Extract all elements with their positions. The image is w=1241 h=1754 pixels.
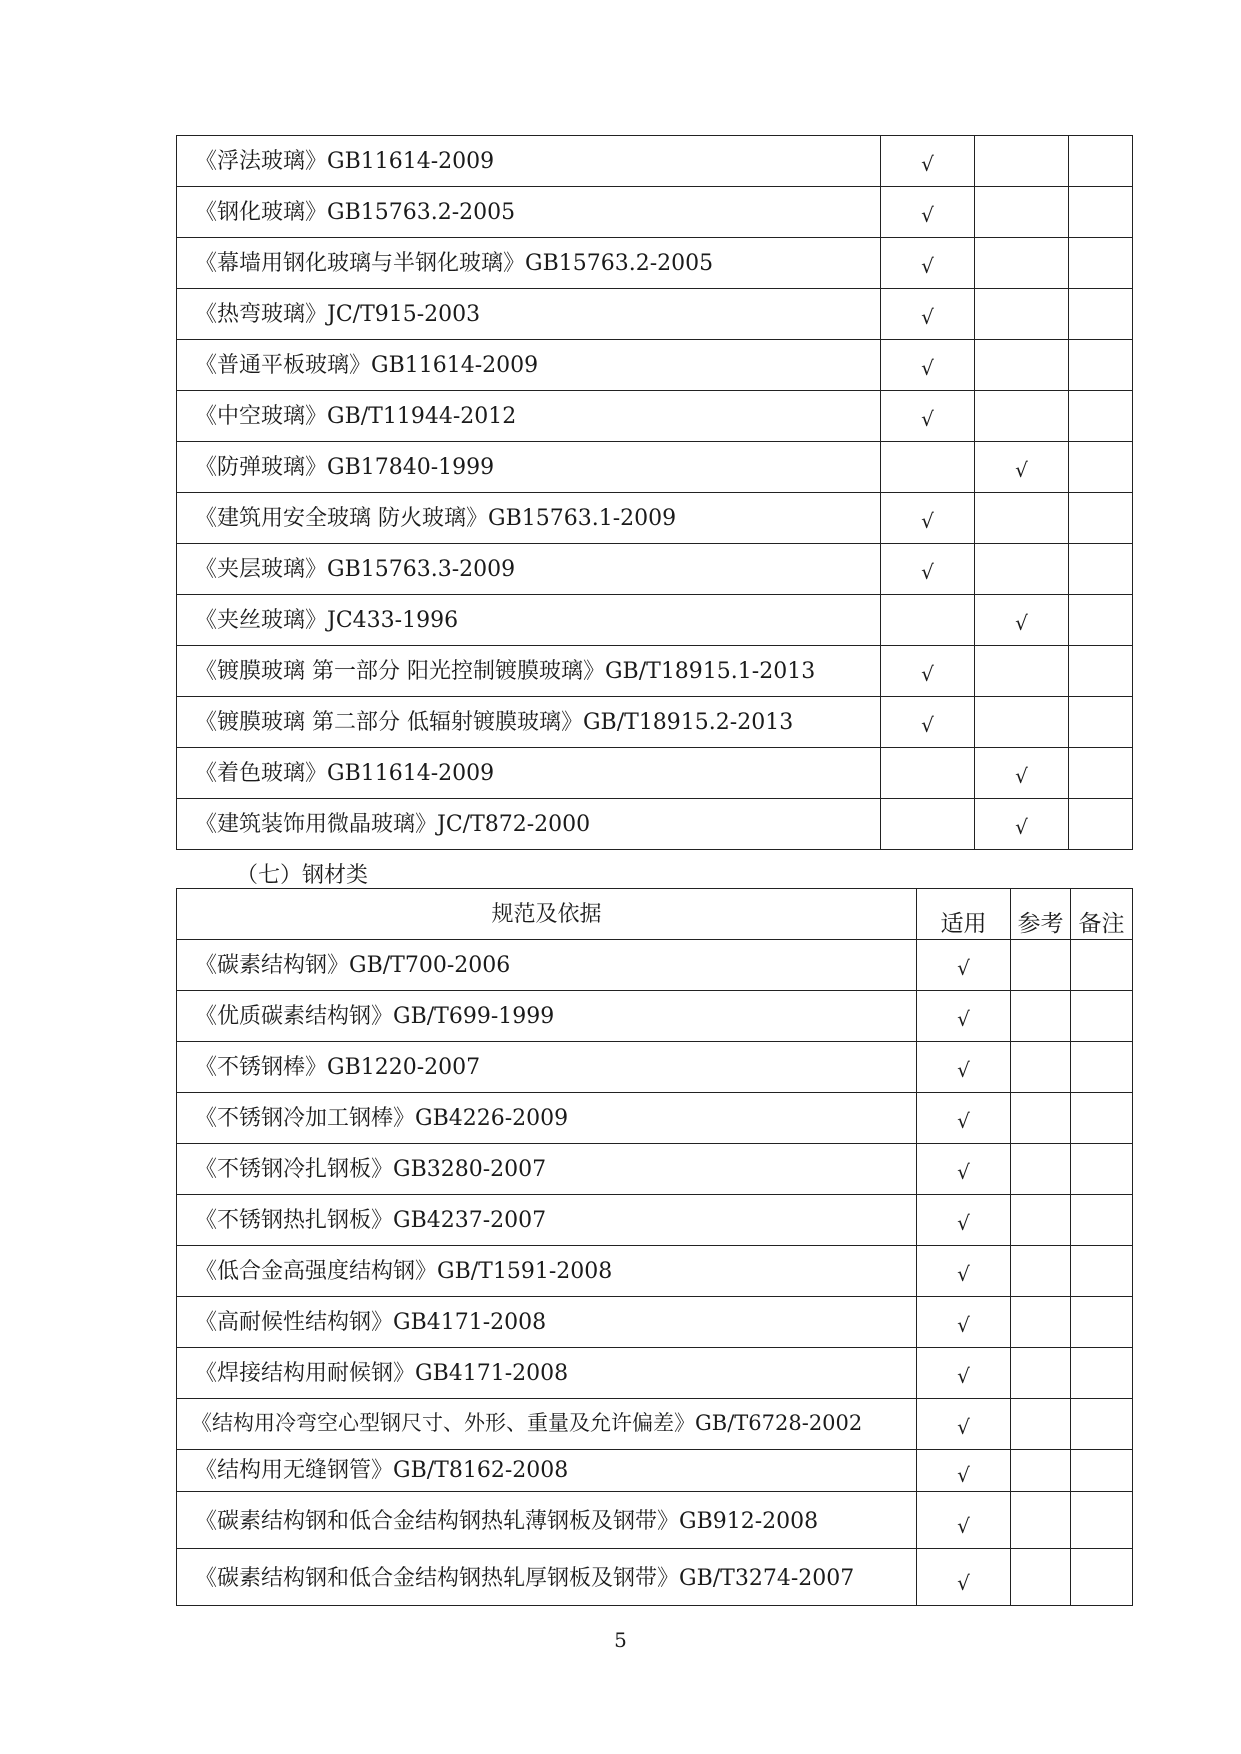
apply-cell: √ xyxy=(917,1042,1011,1093)
standard-name: 《高耐候性结构钢》GB4171-2008 xyxy=(177,1297,917,1348)
header-standard: 规范及依据 xyxy=(177,889,917,940)
standard-name: 《低合金高强度结构钢》GB/T1591-2008 xyxy=(177,1246,917,1297)
table-row xyxy=(177,1450,1133,1492)
standard-name: 《镀膜玻璃 第二部分 低辐射镀膜玻璃》GB/T18915.2-2013 xyxy=(177,697,881,748)
apply-cell: √ xyxy=(917,1492,1011,1549)
apply-cell: √ xyxy=(881,187,975,238)
note-cell xyxy=(1069,799,1133,850)
note-cell xyxy=(1069,391,1133,442)
table-row xyxy=(177,544,1133,595)
apply-cell: √ xyxy=(917,1450,1011,1492)
standard-name: 《碳素结构钢》GB/T700-2006 xyxy=(177,940,917,991)
table-row xyxy=(177,1144,1133,1195)
standard-name: 《中空玻璃》GB/T11944-2012 xyxy=(177,391,881,442)
note-cell xyxy=(1069,340,1133,391)
note-cell xyxy=(1071,1549,1133,1606)
table-row xyxy=(177,697,1133,748)
standard-name: 《建筑用安全玻璃 防火玻璃》GB15763.1-2009 xyxy=(177,493,881,544)
apply-cell: √ xyxy=(917,991,1011,1042)
table-row xyxy=(177,799,1133,850)
table-row xyxy=(177,1348,1133,1399)
apply-cell: √ xyxy=(917,1297,1011,1348)
table-row xyxy=(177,1195,1133,1246)
reference-cell: √ xyxy=(975,748,1069,799)
reference-cell xyxy=(1011,1093,1071,1144)
table-row xyxy=(177,238,1133,289)
apply-cell: √ xyxy=(917,940,1011,991)
table-row xyxy=(177,646,1133,697)
reference-cell xyxy=(1011,940,1071,991)
table-row xyxy=(177,340,1133,391)
table-row xyxy=(177,595,1133,646)
standard-name: 《钢化玻璃》GB15763.2-2005 xyxy=(177,187,881,238)
reference-cell xyxy=(1011,1399,1071,1450)
note-cell xyxy=(1071,1246,1133,1297)
reference-cell xyxy=(975,238,1069,289)
reference-cell xyxy=(975,187,1069,238)
apply-cell: √ xyxy=(881,493,975,544)
table-row xyxy=(177,1399,1133,1450)
reference-cell xyxy=(1011,1549,1071,1606)
table-row xyxy=(177,289,1133,340)
note-cell xyxy=(1069,697,1133,748)
apply-cell: √ xyxy=(917,1246,1011,1297)
table-header-row xyxy=(177,889,1133,940)
apply-cell: √ xyxy=(881,289,975,340)
standard-name: 《不锈钢冷加工钢棒》GB4226-2009 xyxy=(177,1093,917,1144)
note-cell xyxy=(1071,1297,1133,1348)
note-cell xyxy=(1071,1144,1133,1195)
note-cell xyxy=(1071,1450,1133,1492)
note-cell xyxy=(1069,544,1133,595)
reference-cell xyxy=(975,340,1069,391)
apply-cell: √ xyxy=(917,1549,1011,1606)
apply-cell xyxy=(881,748,975,799)
note-cell xyxy=(1071,1492,1133,1549)
note-cell xyxy=(1069,595,1133,646)
table-row xyxy=(177,1492,1133,1549)
note-cell xyxy=(1069,136,1133,187)
standard-name: 《碳素结构钢和低合金结构钢热轧薄钢板及钢带》GB912-2008 xyxy=(177,1492,917,1549)
reference-cell: √ xyxy=(975,442,1069,493)
apply-cell: √ xyxy=(917,1348,1011,1399)
header-note: 备注 xyxy=(1071,889,1133,940)
table-row xyxy=(177,991,1133,1042)
apply-cell: √ xyxy=(881,544,975,595)
apply-cell: √ xyxy=(917,1144,1011,1195)
table-row xyxy=(177,940,1133,991)
table-row xyxy=(177,1042,1133,1093)
table-row xyxy=(177,442,1133,493)
reference-cell xyxy=(1011,1492,1071,1549)
table-row xyxy=(177,493,1133,544)
table-row xyxy=(177,136,1133,187)
table-row xyxy=(177,1246,1133,1297)
standard-name: 《优质碳素结构钢》GB/T699-1999 xyxy=(177,991,917,1042)
standard-name: 《焊接结构用耐候钢》GB4171-2008 xyxy=(177,1348,917,1399)
note-cell xyxy=(1071,1399,1133,1450)
apply-cell: √ xyxy=(881,136,975,187)
table-row xyxy=(177,391,1133,442)
reference-cell xyxy=(975,493,1069,544)
reference-cell: √ xyxy=(975,595,1069,646)
note-cell xyxy=(1069,289,1133,340)
note-cell xyxy=(1071,1195,1133,1246)
standard-name: 《浮法玻璃》GB11614-2009 xyxy=(177,136,881,187)
apply-cell: √ xyxy=(881,646,975,697)
standard-name: 《防弹玻璃》GB17840-1999 xyxy=(177,442,881,493)
table-row xyxy=(177,748,1133,799)
apply-cell: √ xyxy=(881,391,975,442)
apply-cell xyxy=(881,799,975,850)
note-cell xyxy=(1069,748,1133,799)
apply-cell: √ xyxy=(917,1195,1011,1246)
note-cell xyxy=(1071,1042,1133,1093)
standard-name: 《不锈钢热扎钢板》GB4237-2007 xyxy=(177,1195,917,1246)
section-title: （七）钢材类 xyxy=(236,863,369,888)
note-cell xyxy=(1069,187,1133,238)
standard-name: 《碳素结构钢和低合金结构钢热轧厚钢板及钢带》GB/T3274-2007 xyxy=(177,1549,917,1606)
reference-cell xyxy=(1011,1297,1071,1348)
reference-cell xyxy=(1011,1042,1071,1093)
header-reference: 参考 xyxy=(1011,889,1071,940)
reference-cell xyxy=(1011,991,1071,1042)
reference-cell xyxy=(1011,1144,1071,1195)
standard-name: 《镀膜玻璃 第一部分 阳光控制镀膜玻璃》GB/T18915.1-2013 xyxy=(177,646,881,697)
reference-cell xyxy=(975,544,1069,595)
standard-name: 《着色玻璃》GB11614-2009 xyxy=(177,748,881,799)
note-cell xyxy=(1071,940,1133,991)
table-row xyxy=(177,1549,1133,1606)
standard-name: 《不锈钢冷扎钢板》GB3280-2007 xyxy=(177,1144,917,1195)
reference-cell xyxy=(975,646,1069,697)
apply-cell: √ xyxy=(881,238,975,289)
standard-name: 《夹丝玻璃》JC433-1996 xyxy=(177,595,881,646)
standard-name: 《热弯玻璃》JC/T915-2003 xyxy=(177,289,881,340)
header-apply: 适用 xyxy=(917,889,1011,940)
standard-name: 《夹层玻璃》GB15763.3-2009 xyxy=(177,544,881,595)
steel-standards-table xyxy=(176,888,1133,1606)
apply-cell: √ xyxy=(881,697,975,748)
standard-name: 《建筑装饰用微晶玻璃》JC/T872-2000 xyxy=(177,799,881,850)
apply-cell: √ xyxy=(881,340,975,391)
apply-cell xyxy=(881,595,975,646)
note-cell xyxy=(1071,1348,1133,1399)
standard-name: 《结构用无缝钢管》GB/T8162-2008 xyxy=(177,1450,917,1492)
reference-cell xyxy=(975,289,1069,340)
standard-name: 《普通平板玻璃》GB11614-2009 xyxy=(177,340,881,391)
note-cell xyxy=(1069,493,1133,544)
note-cell xyxy=(1069,646,1133,697)
apply-cell xyxy=(881,442,975,493)
reference-cell xyxy=(1011,1348,1071,1399)
note-cell xyxy=(1071,1093,1133,1144)
reference-cell xyxy=(975,697,1069,748)
table-row xyxy=(177,1297,1133,1348)
reference-cell xyxy=(1011,1195,1071,1246)
standard-name: 《不锈钢棒》GB1220-2007 xyxy=(177,1042,917,1093)
page-number: 5 xyxy=(614,1628,627,1652)
reference-cell xyxy=(1011,1246,1071,1297)
glass-standards-table xyxy=(176,135,1133,850)
reference-cell: √ xyxy=(975,799,1069,850)
reference-cell xyxy=(975,136,1069,187)
note-cell xyxy=(1069,238,1133,289)
standard-name: 《幕墙用钢化玻璃与半钢化玻璃》GB15763.2-2005 xyxy=(177,238,881,289)
reference-cell xyxy=(975,391,1069,442)
apply-cell: √ xyxy=(917,1093,1011,1144)
table-row xyxy=(177,187,1133,238)
reference-cell xyxy=(1011,1450,1071,1492)
standard-name: 《结构用冷弯空心型钢尺寸、外形、重量及允许偏差》GB/T6728-2002 xyxy=(177,1399,917,1450)
note-cell xyxy=(1071,991,1133,1042)
apply-cell: √ xyxy=(917,1399,1011,1450)
table-row xyxy=(177,1093,1133,1144)
note-cell xyxy=(1069,442,1133,493)
